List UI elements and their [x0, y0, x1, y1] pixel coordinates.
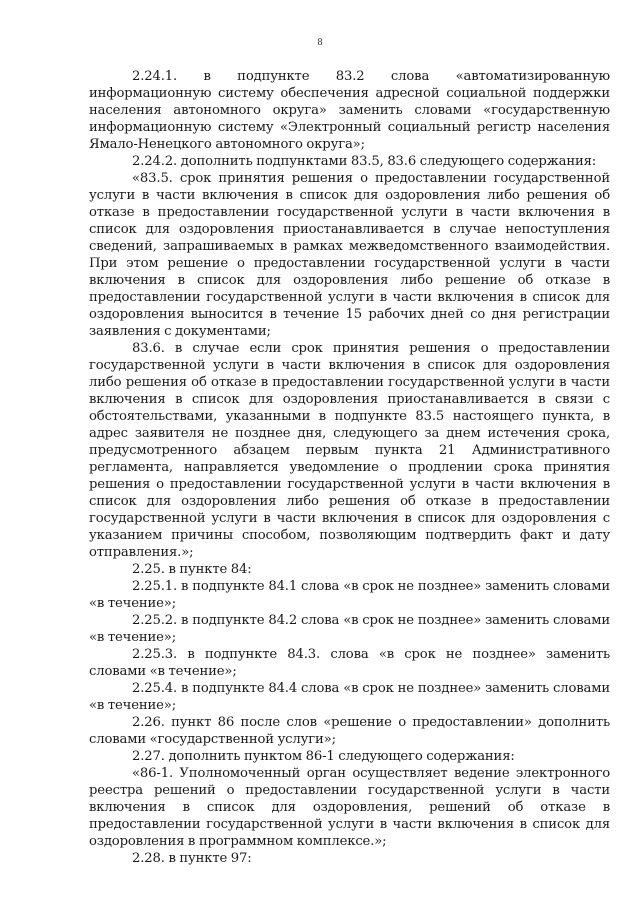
paragraph-83-6: 83.6. в случае если срок принятия решения о предоставлении государственной услуги в части включения в список для оздоровления либо решения об отказе в предоставлении государственной услуги в части включения в список для оздоровления приостанавливается в связи с обстоятельствами, указанными в подпункте 83.5 настоящего пункта, в адрес заявителя не позднее дня, следующего за днем истечения срока, предусмотренного абзацем первым пункта 21 Административного регламента, направляется уведомление о продлении срока принятия решения о предоставлении государственной услуги в части включения в список для оздоровления либо решения об отказе в предоставлении государственной услуги в части включения в список для оздоровления с указанием причины способом, позволяющим подтвердить факт и дату отправления.»; [89, 341, 610, 560]
paragraph-83-5: «83.5. срок принятия решения о предоставлении государственной услуги в части включения в список для оздоровления либо решения об отказе в предоставлении государственной услуги в части включения в список для оздоровления приостанавливается в случае непоступления сведений, запрашиваемых в рамках межведомственного взаимодействия. При этом решение о предоставлении государственной услуги в части включения в список для оздоровления либо решение об отказе в предоставлении государственной услуги в части включения в список для оздоровления выносится в течение 15 рабочих дней со дня регистрации заявления с документами; [89, 171, 610, 339]
paragraph-2-24-2: 2.24.2. дополнить подпунктами 83.5, 83.6 следующего содержания: [132, 154, 597, 169]
paragraph-2-25-1: 2.25.1. в подпункте 84.1 слова «в срок не позднее» заменить словами «в течение»; [89, 579, 610, 611]
paragraph-2-28: 2.28. в пункте 97: [132, 851, 252, 866]
paragraph-2-25-2: 2.25.2. в подпункте 84.2 слова «в срок не позднее» заменить словами «в течение»; [89, 613, 610, 645]
paragraph-2-24-1: 2.24.1. в подпункте 83.2 слова «автоматизированную информационную систему обеспечения адресной социальной поддержки населения автономного округа» заменить словами «государственную информационную систему «Электронный социальный регистр населения Ямало-Ненецкого автономного округа»; [89, 69, 610, 152]
paragraph-2-27: 2.27. дополнить пунктом 86-1 следующего содержания: [132, 749, 515, 764]
paragraph-2-25: 2.25. в пункте 84: [132, 562, 252, 577]
paragraph-2-25-4: 2.25.4. в подпункте 84.4 слова «в срок не позднее» заменить словами «в течение»; [89, 681, 610, 713]
paragraph-2-26: 2.26. пункт 86 после слов «решение о предоставлении» дополнить словами «государственной услуги»; [89, 715, 610, 747]
paragraph-86-1: «86-1. Уполномоченный орган осуществляет ведение электронного реестра решений о предоставлении государственной услуги в части включения в список для оздоровления, решений об отказе в предоставлении государственной услуги в части включения в список для оздоровления в программном комплексе.»; [89, 766, 610, 849]
page-number: 8 [317, 37, 323, 48]
document-body [89, 68, 610, 867]
paragraph-2-25-3: 2.25.3. в подпункте 84.3. слова «в срок не позднее» заменить словами «в течение»; [89, 647, 610, 679]
